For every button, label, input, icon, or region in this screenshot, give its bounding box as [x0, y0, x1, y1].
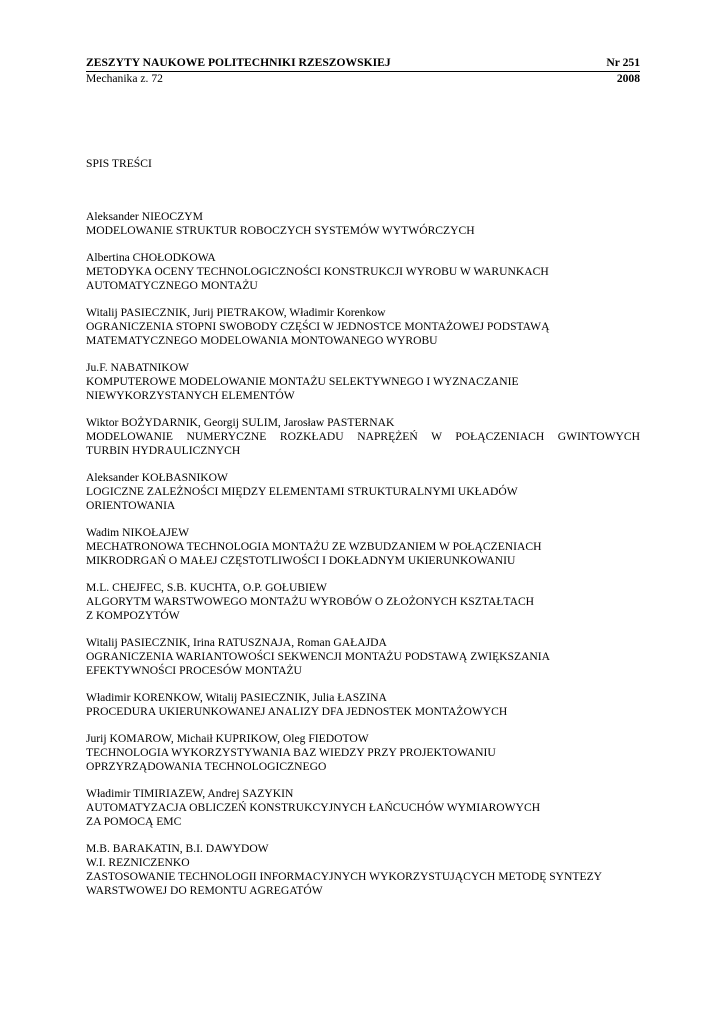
entry-title: TURBIN HYDRAULICZNYCH — [86, 444, 241, 457]
entry-title: OGRANICZENIA WARIANTOWOŚCI SEKWENCJI MONTAŻU PODSTAWĄ ZWIĘKSZANIA — [86, 650, 551, 663]
entry-title: AUTOMATYCZNEGO MONTAŻU — [86, 279, 258, 292]
journal-header — [86, 56, 640, 72]
entry-title: ORIENTOWANIA — [86, 499, 176, 512]
toc-entry — [86, 210, 640, 238]
year: 2008 — [616, 72, 640, 85]
entry-authors: Wiktor BOŻYDARNIK, Georgij SULIM, Jarosław PASTERNAK — [86, 416, 395, 429]
entry-authors: Albertina CHOŁODKOWA — [86, 251, 216, 264]
toc-entry — [86, 842, 640, 898]
toc-entry — [86, 306, 640, 348]
entry-title: KOMPUTEROWE MODELOWANIE MONTAŻU SELEKTYWNEGO I WYZNACZANIE — [86, 375, 519, 388]
entry-title: OGRANICZENIA STOPNI SWOBODY CZĘŚCI W JEDNOSTCE MONTAŻOWEJ PODSTAWĄ — [86, 320, 550, 333]
journal-subheader — [86, 72, 640, 86]
entry-title: OPRZYRZĄDOWANIA TECHNOLOGICZNEGO — [86, 760, 327, 773]
entry-title: MECHATRONOWA TECHNOLOGIA MONTAŻU ZE WZBUDZANIEM W POŁĄCZENIACH — [86, 540, 542, 553]
toc-entry — [86, 581, 640, 623]
toc-entry — [86, 251, 640, 293]
toc-entry — [86, 787, 640, 829]
toc-entries — [86, 210, 640, 898]
document-page — [86, 56, 640, 911]
entry-title: Z KOMPOZYTÓW — [86, 609, 180, 622]
entry-title: ZASTOSOWANIE TECHNOLOGII INFORMACYJNYCH WYKORZYSTUJĄCYCH METODĘ SYNTEZY — [86, 870, 603, 883]
entry-title: ALGORYTM WARSTWOWEGO MONTAŻU WYROBÓW O ZŁOŻONYCH KSZTAŁTACH — [86, 595, 535, 608]
entry-authors: Witalij PASIECZNIK, Jurij PIETRAKOW, Władimir Korenkow — [86, 306, 386, 319]
entry-authors: Władimir TIMIRIAZEW, Andrej SAZYKIN — [86, 787, 294, 800]
entry-authors: M.L. CHEJFEC, S.B. KUCHTA, O.P. GOŁUBIEW — [86, 581, 327, 594]
entry-title: WARSTWOWEJ DO REMONTU AGREGATÓW — [86, 884, 323, 897]
entry-authors: Jurij KOMAROW, Michaił KUPRIKOW, Oleg FIEDOTOW — [86, 732, 369, 745]
entry-title: TECHNOLOGIA WYKORZYSTYWANIA BAZ WIEDZY PRZY PROJEKTOWANIU — [86, 746, 496, 759]
entry-authors: Wadim NIKOŁAJEW — [86, 526, 190, 539]
entry-title: LOGICZNE ZALEŻNOŚCI MIĘDZY ELEMENTAMI STRUKTURALNYMI UKŁADÓW — [86, 485, 518, 498]
toc-entry — [86, 732, 640, 774]
entry-authors: M.B. BARAKATIN, B.I. DAWYDOW — [86, 842, 269, 855]
entry-authors: W.I. REZNICZENKO — [86, 856, 190, 869]
entry-title: MIKRODRGAŃ O MAŁEJ CZĘSTOTLIWOŚCI I DOKŁADNYM UKIERUNKOWANIU — [86, 554, 516, 567]
toc-entry — [86, 416, 640, 458]
toc-entry — [86, 361, 640, 403]
entry-title: AUTOMATYZACJA OBLICZEŃ KONSTRUKCYJNYCH ŁAŃCUCHÓW WYMIAROWYCH — [86, 801, 541, 814]
issue-number: Nr 251 — [606, 56, 640, 69]
entry-title: ZA POMOCĄ EMC — [86, 815, 182, 828]
series-name: Mechanika z. 72 — [86, 72, 163, 85]
entry-title: EFEKTYWNOŚCI PROCESÓW MONTAŻU — [86, 664, 302, 677]
journal-name: ZESZYTY NAUKOWE POLITECHNIKI RZESZOWSKIEJ — [86, 56, 391, 69]
toc-entry — [86, 636, 640, 678]
entry-title: METODYKA OCENY TECHNOLOGICZNOŚCI KONSTRUKCJI WYROBU W WARUNKACH — [86, 265, 549, 278]
toc-entry — [86, 691, 640, 719]
entry-authors: Władimir KORENKOW, Witalij PASIECZNIK, Julia ŁASZINA — [86, 691, 387, 704]
entry-authors: Aleksander NIEOCZYM — [86, 210, 203, 223]
toc-entry — [86, 471, 640, 513]
entry-authors: Aleksander KOŁBASNIKOW — [86, 471, 228, 484]
entry-title: NIEWYKORZYSTANYCH ELEMENTÓW — [86, 389, 295, 402]
toc-title: SPIS TREŚCI — [86, 157, 152, 170]
entry-title: MODELOWANIE STRUKTUR ROBOCZYCH SYSTEMÓW WYTWÓRCZYCH — [86, 224, 475, 237]
entry-title: MATEMATYCZNEGO MODELOWANIA MONTOWANEGO WYROBU — [86, 334, 438, 347]
entry-title: PROCEDURA UKIERUNKOWANEJ ANALIZY DFA JEDNOSTEK MONTAŻOWYCH — [86, 705, 508, 718]
entry-title: MODELOWANIE NUMERYCZNE ROZKŁADU NAPRĘŻEŃ W POŁĄCZENIACH GWINTOWYCH — [86, 430, 640, 443]
entry-authors: Witalij PASIECZNIK, Irina RATUSZNAJA, Roman GAŁAJDA — [86, 636, 387, 649]
entry-authors: Ju.F. NABATNIKOW — [86, 361, 190, 374]
toc-entry — [86, 526, 640, 568]
